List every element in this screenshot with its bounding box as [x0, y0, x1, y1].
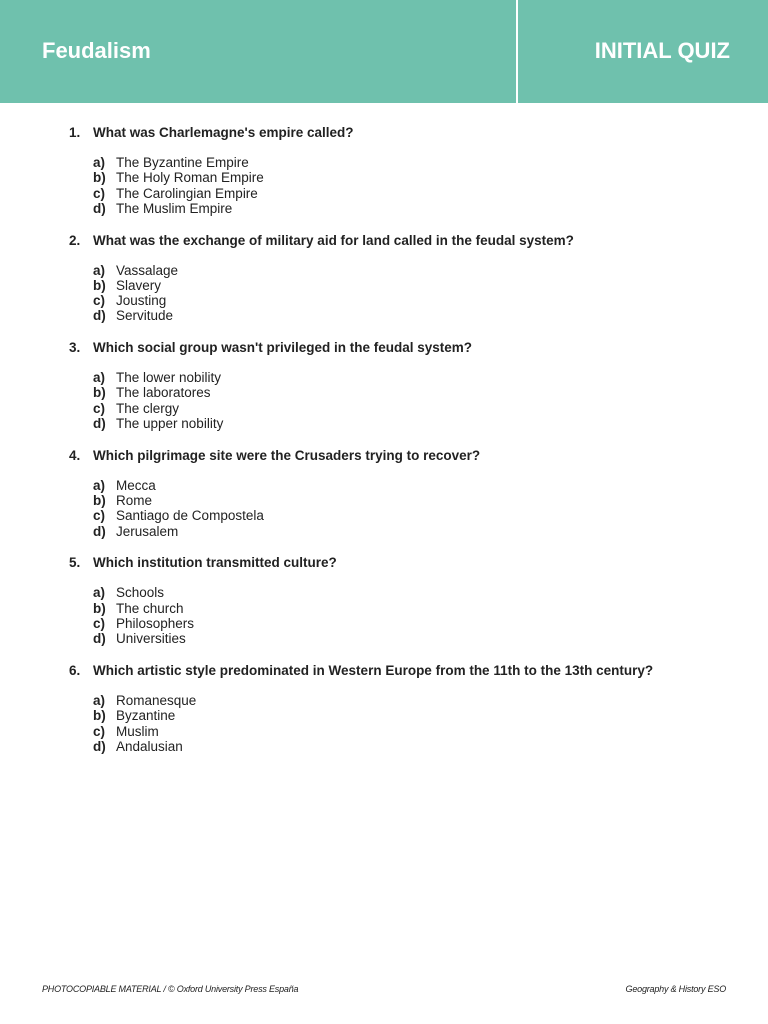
header-divider [516, 0, 518, 103]
answer-option [93, 524, 264, 539]
option-text: Romanesque [116, 692, 197, 708]
answer-option [93, 186, 264, 201]
answer-option [93, 493, 264, 508]
option-text: Santiago de Compostela [116, 508, 264, 524]
answer-option [93, 370, 223, 385]
option-text: The Holy Roman Empire [116, 170, 264, 186]
question-text: Which pilgrimage site were the Crusaders trying to recover? [93, 447, 481, 463]
question-number: 2. [69, 232, 81, 248]
option-text: The Muslim Empire [116, 200, 233, 216]
option-text: The Byzantine Empire [116, 155, 249, 170]
answer-option [93, 693, 196, 708]
option-text: Slavery [116, 277, 162, 293]
question-text: Which institution transmitted culture? [93, 555, 337, 571]
answer-option [93, 308, 178, 323]
answer-option [93, 263, 178, 278]
option-text: The Carolingian Empire [116, 185, 258, 201]
quiz-label: INITIAL QUIZ [594, 38, 730, 63]
question-text: Which artistic style predominated in Western Europe from the 11th to the 13th century? [93, 662, 654, 678]
question-number: 6. [69, 662, 81, 678]
answer-option [93, 385, 223, 400]
option-letter: c) [93, 615, 106, 631]
question-number: 1. [69, 125, 81, 140]
answer-option [93, 508, 264, 523]
option-letter: d) [93, 308, 106, 324]
question-number: 3. [69, 340, 81, 356]
option-text: The clergy [116, 400, 180, 416]
option-text: Muslim [116, 723, 159, 739]
option-letter: b) [93, 277, 106, 293]
answer-option [93, 201, 264, 216]
question-1 [0, 124, 768, 232]
answer-options [93, 693, 196, 754]
answer-option [93, 293, 178, 308]
option-text: Philosophers [116, 615, 195, 631]
answer-options [93, 370, 223, 431]
question-2 [0, 232, 768, 340]
option-letter: b) [93, 493, 106, 509]
option-text: Jerusalem [116, 523, 179, 539]
answer-option [93, 478, 264, 493]
footer-subject: Geography & History ESO [625, 984, 726, 994]
option-text: The church [116, 600, 184, 616]
answer-option [93, 708, 196, 723]
answer-option [93, 724, 196, 739]
option-text: Universities [116, 631, 186, 647]
option-letter: d) [93, 416, 106, 432]
answer-options [93, 263, 178, 324]
option-text: Rome [116, 493, 153, 509]
question-5 [0, 554, 768, 662]
option-letter: d) [93, 200, 106, 216]
option-text: Servitude [116, 308, 174, 324]
question-text: Which social group wasn't privileged in the feudal system? [93, 340, 473, 356]
quiz-questions [0, 124, 768, 770]
option-letter: a) [93, 585, 106, 601]
option-letter: d) [93, 523, 106, 539]
answer-option [93, 739, 196, 754]
option-letter: b) [93, 170, 106, 186]
option-letter: a) [93, 155, 106, 170]
answer-option [93, 416, 223, 431]
option-text: Jousting [116, 293, 167, 309]
option-letter: b) [93, 708, 106, 724]
option-letter: d) [93, 738, 106, 754]
answer-option [93, 170, 264, 185]
answer-option [93, 585, 194, 600]
option-text: The lower nobility [116, 370, 222, 386]
option-letter: c) [93, 400, 106, 416]
option-letter: a) [93, 477, 106, 493]
option-letter: a) [93, 262, 106, 278]
option-letter: c) [93, 723, 106, 739]
question-number: 4. [69, 447, 81, 463]
answer-option [93, 155, 264, 170]
option-letter: a) [93, 692, 106, 708]
option-text: Byzantine [116, 708, 176, 724]
answer-option [93, 631, 194, 646]
option-letter: b) [93, 600, 106, 616]
question-text: What was Charlemagne's empire called? [93, 125, 354, 140]
answer-option [93, 278, 178, 293]
answer-option [93, 616, 194, 631]
option-letter: b) [93, 385, 106, 401]
question-number: 5. [69, 555, 81, 571]
option-letter: c) [93, 185, 106, 201]
document-title: Feudalism [42, 38, 151, 63]
answer-options [93, 155, 264, 216]
answer-options [93, 478, 264, 539]
question-4 [0, 447, 768, 555]
option-text: Andalusian [116, 738, 183, 754]
question-3 [0, 339, 768, 447]
question-6 [0, 662, 768, 770]
option-letter: c) [93, 508, 106, 524]
option-text: Schools [116, 585, 165, 601]
option-letter: c) [93, 293, 106, 309]
answer-option [93, 601, 194, 616]
page-header [0, 0, 768, 103]
option-text: Vassalage [116, 262, 179, 278]
footer-copyright: PHOTOCOPIABLE MATERIAL / © Oxford University Press España [42, 984, 299, 994]
option-text: The upper nobility [116, 416, 224, 432]
option-text: Mecca [116, 477, 156, 493]
option-letter: d) [93, 631, 106, 647]
question-text: What was the exchange of military aid for land called in the feudal system? [93, 232, 574, 248]
answer-options [93, 585, 194, 646]
answer-option [93, 401, 223, 416]
option-letter: a) [93, 370, 106, 386]
option-text: The laboratores [116, 385, 211, 401]
